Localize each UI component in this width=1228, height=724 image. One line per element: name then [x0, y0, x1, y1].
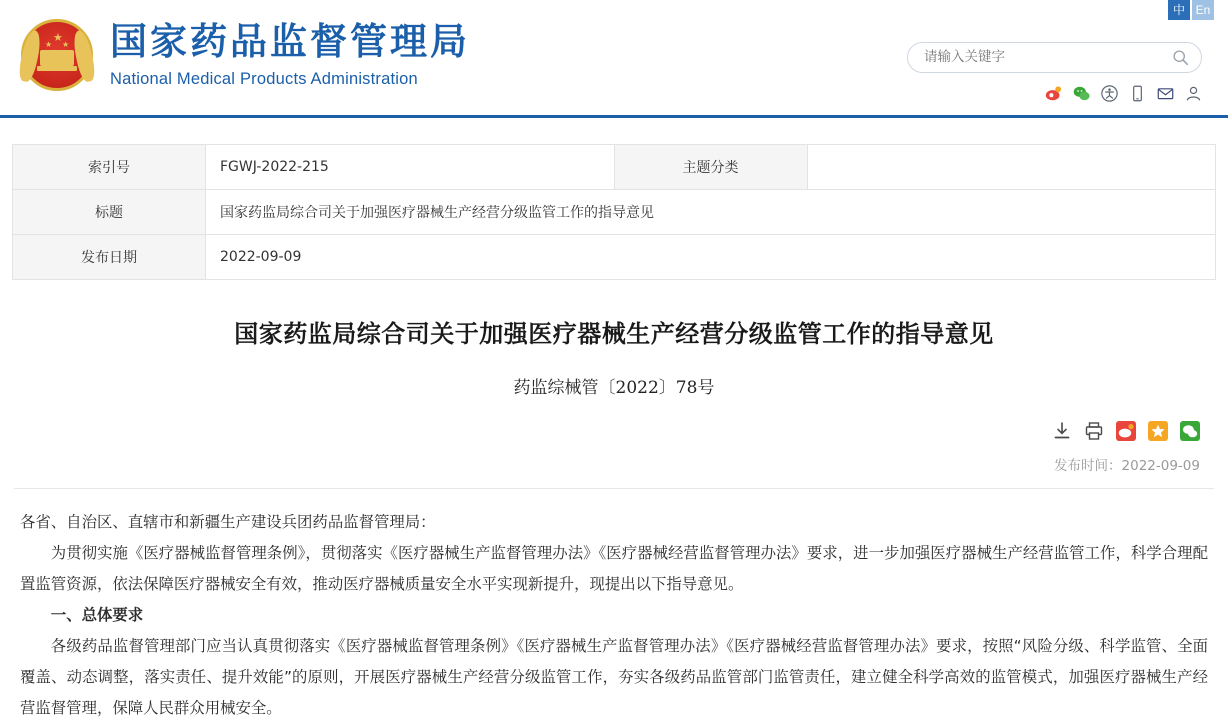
- language-switcher[interactable]: [1168, 0, 1214, 20]
- meta-value-title: 国家药监局综合司关于加强医疗器械生产经营分级监管工作的指导意见: [206, 190, 1216, 235]
- paragraph: 各级药品监督管理部门应当认真贯彻落实《医疗器械监督管理条例》《医疗器械生产监督管理办法》《医疗器械经营监督管理办法》要求，按照“风险分级、科学监管、全面覆盖、动态调整，落实责任、提升效能”的原则，开展医疗器械生产经营分级监管工作，夯实各级药品监管部门监管责任，建立健全科学高效的监管模式，加强医疗器械生产经营监督管理，保障人民群众用械安全。: [20, 637, 1208, 717]
- meta-value-publish-date: 2022-09-09: [206, 235, 1216, 280]
- meta-label-category: 主题分类: [614, 145, 807, 190]
- paragraph: 为贯彻实施《医疗器械监督管理条例》，贯彻落实《医疗器械生产监督管理办法》《医疗器械经营监督管理办法》要求，进一步加强医疗器械生产经营监管工作，科学合理配置监管资源，依法保障医疗器械安全有效，推动医疗器械质量安全水平实现新提升，现提出以下指导意见。: [20, 544, 1208, 593]
- search-icon[interactable]: [1172, 49, 1189, 66]
- meta-label-index: 索引号: [13, 145, 206, 190]
- document-body: [20, 507, 1208, 724]
- page-title: 国家药监局综合司关于加强医疗器械生产经营分级监管工作的指导意见: [234, 320, 994, 348]
- document-meta-table: [12, 144, 1216, 280]
- lang-en-button[interactable]: En: [1192, 0, 1214, 20]
- site-header: [0, 0, 1228, 118]
- table-row: [13, 235, 1216, 280]
- print-icon[interactable]: [1084, 421, 1104, 441]
- brand-titles: [110, 21, 470, 89]
- meta-value-index: FGWJ-2022-215: [206, 145, 615, 190]
- brand-title-cn: 国家药品监督管理局: [110, 20, 470, 64]
- page-content: [0, 144, 1228, 724]
- publish-time-value: 2022-09-09: [1121, 458, 1200, 474]
- wechat-icon[interactable]: [1073, 85, 1090, 102]
- mail-icon[interactable]: [1157, 85, 1174, 102]
- national-emblem-icon: ★ ★ ★: [18, 16, 96, 94]
- document-number: 药监综械管〔2022〕78号: [513, 378, 715, 398]
- weibo-icon[interactable]: [1045, 85, 1062, 102]
- publish-time: [12, 454, 1200, 474]
- table-row: [13, 190, 1216, 235]
- favorite-icon[interactable]: [1148, 421, 1168, 441]
- brand-title-en: National Medical Products Administration: [110, 69, 418, 88]
- document-toolbar[interactable]: [12, 420, 1200, 442]
- site-brand[interactable]: [18, 16, 470, 94]
- search-input[interactable]: [908, 43, 1201, 72]
- publish-time-label: 发布时间：: [1054, 458, 1122, 474]
- table-row: [13, 145, 1216, 190]
- header-icon-bar[interactable]: [1045, 85, 1202, 102]
- mobile-icon[interactable]: [1129, 85, 1146, 102]
- meta-value-category: [807, 145, 1216, 190]
- accessibility-icon[interactable]: [1101, 85, 1118, 102]
- meta-label-title: 标题: [13, 190, 206, 235]
- divider: [14, 488, 1214, 489]
- paragraph: 各省、自治区、直辖市和新疆生产建设兵团药品监督管理局：: [20, 513, 436, 531]
- wechat-share-icon[interactable]: [1180, 421, 1200, 441]
- search-box[interactable]: [907, 42, 1202, 73]
- meta-label-publish-date: 发布日期: [13, 235, 206, 280]
- section-heading: 一、总体要求: [50, 606, 144, 624]
- download-icon[interactable]: [1052, 421, 1072, 441]
- user-icon[interactable]: [1185, 85, 1202, 102]
- lang-cn-button[interactable]: 中: [1168, 0, 1190, 20]
- weibo-share-icon[interactable]: [1116, 421, 1136, 441]
